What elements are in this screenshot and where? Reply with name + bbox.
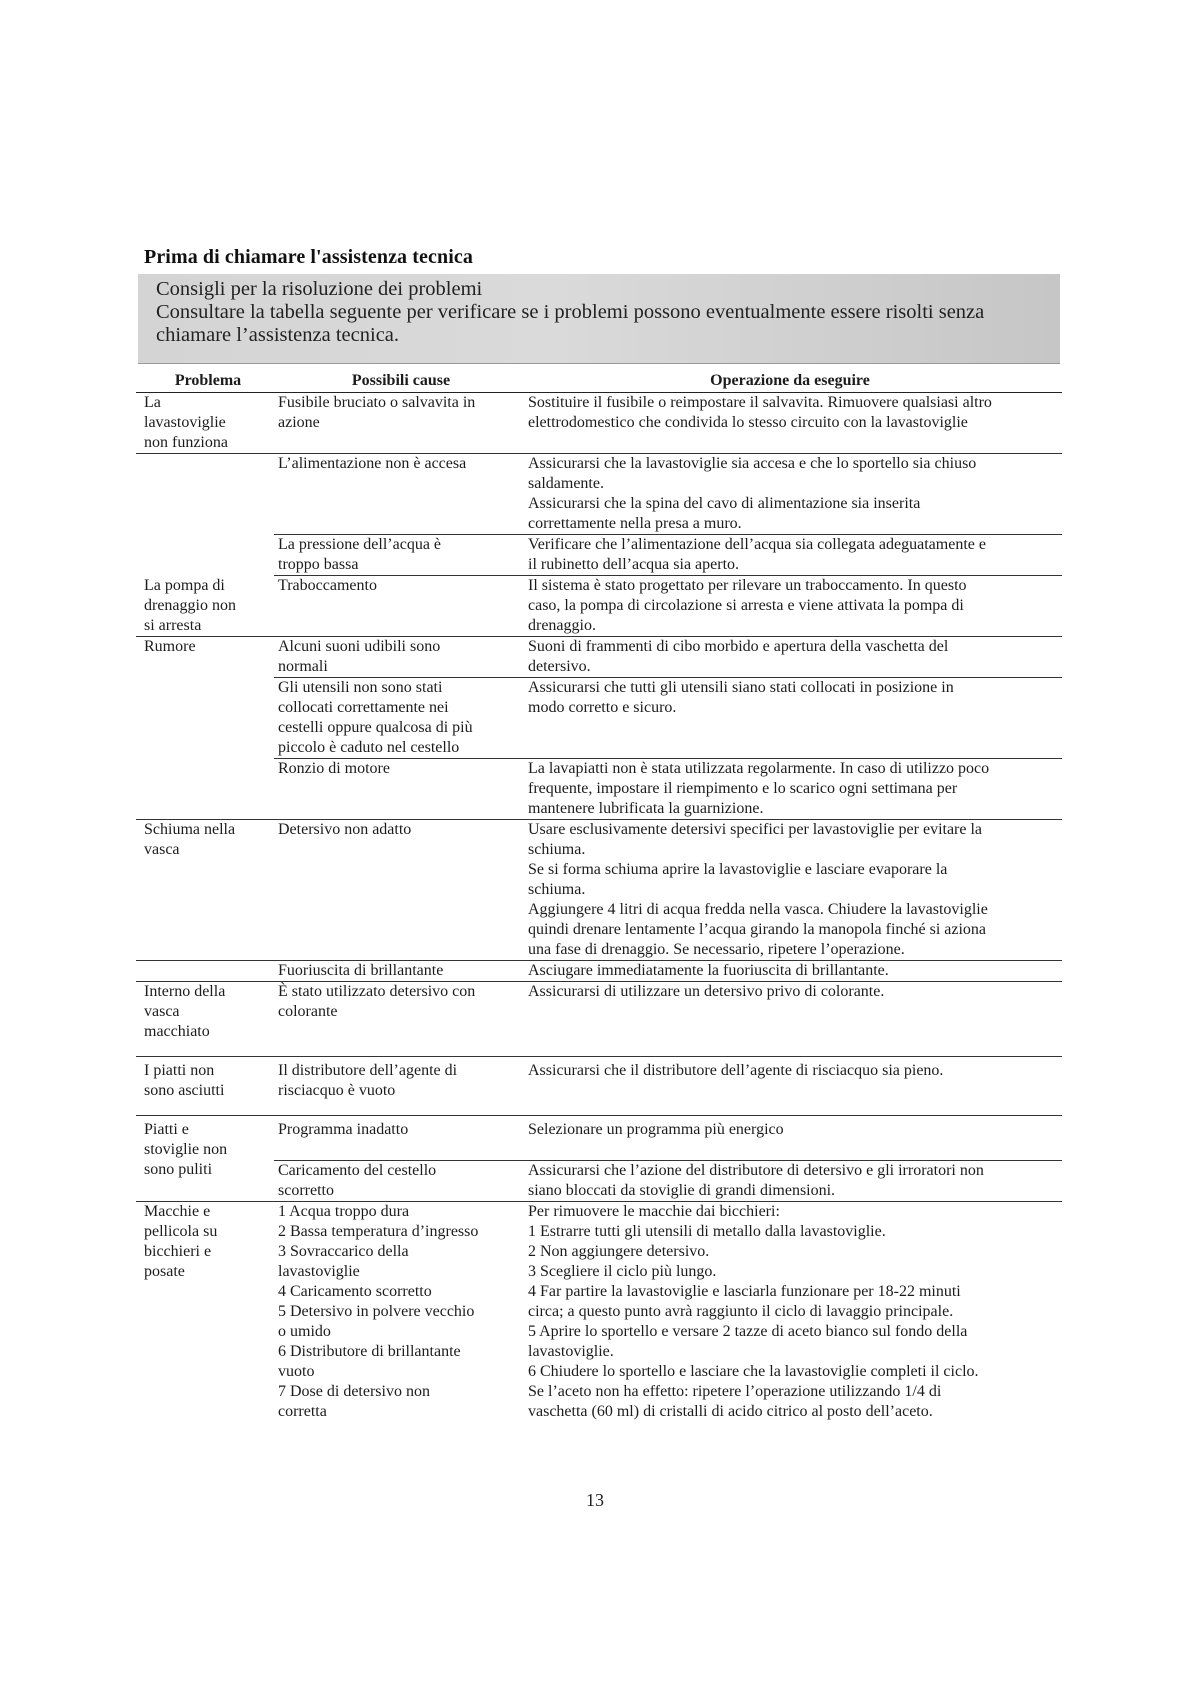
troubleshooting-table [136, 371, 1062, 1422]
table-row-group [136, 576, 1062, 637]
action-cell: Per rimuovere le macchie dai bicchieri: 1 Estrarre tutti gli utensili di metallo dalla lavastoviglie. 2 Non aggiungere detersivo. 3 Scegliere il ciclo più lungo. 4 Far partire la lavastoviglie e lasciarla funzionare per 18-22 minuti circa; a questo punto avrà raggiunto il ciclo di lavaggio principale. 5 Aprire lo sportello e versare 2 tazze di aceto bianco sul fondo della lavastoviglie. 6 Chiudere lo sportello e lasciare che la lavastoviglie completi il ciclo. Se l’aceto non ha effetto: ripetere l’operazione utilizzando 1/4 di vaschetta (60 ml) di cristalli di acido citrico al posto dell’aceto. [528, 1203, 979, 1420]
table-row [274, 820, 1062, 960]
table-row [274, 1061, 1062, 1101]
cause-cell: L’alimentazione non è accesa [278, 455, 467, 472]
cause-cell: Fusibile bruciato o salvavita in azione [278, 394, 476, 431]
problem-cell: Interno della vasca macchiato [144, 983, 226, 1040]
cause-cell: Ronzio di motore [278, 760, 390, 777]
table-row [274, 961, 1062, 981]
cause-cell: Il distributore dell’agente di risciacquo è vuoto [278, 1062, 458, 1099]
table-row-group [136, 1202, 1062, 1422]
table-row-group [136, 961, 1062, 982]
banner-heading: Consigli per la risoluzione dei problemi [156, 278, 483, 300]
action-cell: Assicurarsi che tutti gli utensili siano stati collocati in posizione in modo corretto e sicuro. [528, 679, 954, 716]
action-cell: Asciugare immediatamente la fuoriuscita di brillantante. [528, 962, 889, 979]
cause-cell: Gli utensili non sono stati collocati correttamente nei cestelli oppure qualcosa di più piccolo è caduto nel cestello [278, 679, 473, 756]
header-causes: Possibili cause [351, 372, 451, 389]
cause-cell: È stato utilizzato detersivo con colorante [278, 983, 476, 1020]
action-cell: Selezionare un programma più energico [528, 1121, 784, 1138]
action-cell: La lavapiatti non è stata utilizzata regolarmente. In caso di utilizzo poco frequente, impostare il riempimento e lo scarico ogni settimana per mantenere lubrificata la guarnizione. [528, 760, 990, 817]
problem-cell: Rumore [144, 638, 196, 655]
problem-cell: Macchie e pellicola su bicchieri e posate [144, 1203, 218, 1280]
table-row [274, 1120, 1062, 1161]
table-row [274, 576, 1062, 636]
action-cell: Suoni di frammenti di cibo morbido e apertura della vaschetta del detersivo. [528, 638, 949, 675]
problem-cell: I piatti non sono asciutti [144, 1062, 225, 1099]
table-row [274, 982, 1062, 1022]
banner-text-line: chiamare l’assistenza tecnica. [156, 324, 400, 346]
cause-cell: Detersivo non adatto [278, 821, 412, 838]
cause-cell: Fuoriuscita di brillantante [278, 962, 444, 979]
action-cell: Usare esclusivamente detersivi specifici per lavastoviglie per evitare la schiuma. Se si forma schiuma aprire la lavastoviglie e lasciare evaporare la schiuma. Aggiungere 4 litri di acqua fredda nella vasca. Chiudere la lavastoviglie quindi drenare lentamente l’acqua girando la manopola finché si aziona una fase di drenaggio. Se necessario, ripetere l’operazione. [528, 821, 988, 958]
table-row-group [136, 820, 1062, 961]
table-row [274, 678, 1062, 759]
table-row [274, 535, 1062, 575]
action-cell: Sostituire il fusibile o reimpostare il salvavita. Rimuovere qualsiasi altro elettrodomestico che condivida lo stesso circuito con la lavastoviglie [528, 394, 992, 431]
table-row [274, 393, 1062, 433]
problem-cell: Schiuma nella vasca [144, 821, 236, 858]
action-cell: Assicurarsi che il distributore dell’agente di risciacquo sia pieno. [528, 1062, 944, 1079]
cause-cell: 1 Acqua troppo dura 2 Bassa temperatura d’ingresso 3 Sovraccarico della lavastoviglie 4 Caricamento scorretto 5 Detersivo in polvere vecchio o umido 6 Distributore di brillantante vuoto 7 Dose di detersivo non corretta [278, 1203, 479, 1420]
banner-text-line: Consultare la tabella seguente per verificare se i problemi possono eventualmente essere risolti senza [156, 301, 985, 323]
table-row-group [136, 454, 1062, 576]
cause-cell: La pressione dell’acqua è troppo bassa [278, 536, 442, 573]
header-action: Operazione da eseguire [710, 372, 870, 389]
problem-cell: La pompa di drenaggio non si arresta [144, 577, 236, 634]
cause-cell: Alcuni suoni udibili sono normali [278, 638, 441, 675]
page-number: 13 [586, 1490, 604, 1510]
table-row-group [136, 637, 1062, 820]
action-cell: Il sistema è stato progettato per rilevare un traboccamento. In questo caso, la pompa di circolazione si arresta e viene attivata la pompa di drenaggio. [528, 577, 967, 634]
table-row [274, 454, 1062, 535]
action-cell: Verificare che l’alimentazione dell’acqua sia collegata adeguatamente e il rubinetto dell’acqua sia aperto. [528, 536, 986, 573]
table-row-group [136, 393, 1062, 454]
table-row [274, 1161, 1062, 1201]
problem-cell: La lavastoviglie non funziona [144, 394, 228, 451]
cause-cell: Programma inadatto [278, 1121, 409, 1138]
table-row-group [136, 1057, 1062, 1116]
cause-cell: Caricamento del cestello scorretto [278, 1162, 437, 1199]
action-cell: Assicurarsi che l’azione del distributore di detersivo e gli irroratori non siano bloccati da stoviglie di grandi dimensioni. [528, 1162, 984, 1199]
action-cell: Assicurarsi di utilizzare un detersivo privo di colorante. [528, 983, 885, 1000]
problem-cell: Piatti e stoviglie non sono puliti [144, 1121, 228, 1178]
tips-banner [138, 274, 1060, 364]
table-row-group [136, 1116, 1062, 1202]
table-row [274, 759, 1062, 819]
header-problem: Problema [174, 372, 242, 389]
page-title: Prima di chiamare l'assistenza tecnica [144, 246, 473, 268]
action-cell: Assicurarsi che la lavastoviglie sia accesa e che lo sportello sia chiuso saldamente. Assicurarsi che la spina del cavo di alimentazione sia inserita correttamente nella presa a muro. [528, 455, 977, 532]
table-row [274, 637, 1062, 678]
table-row-group [136, 982, 1062, 1057]
table-header [136, 371, 1062, 393]
cause-cell: Traboccamento [278, 577, 377, 594]
table-row [274, 1202, 1062, 1422]
